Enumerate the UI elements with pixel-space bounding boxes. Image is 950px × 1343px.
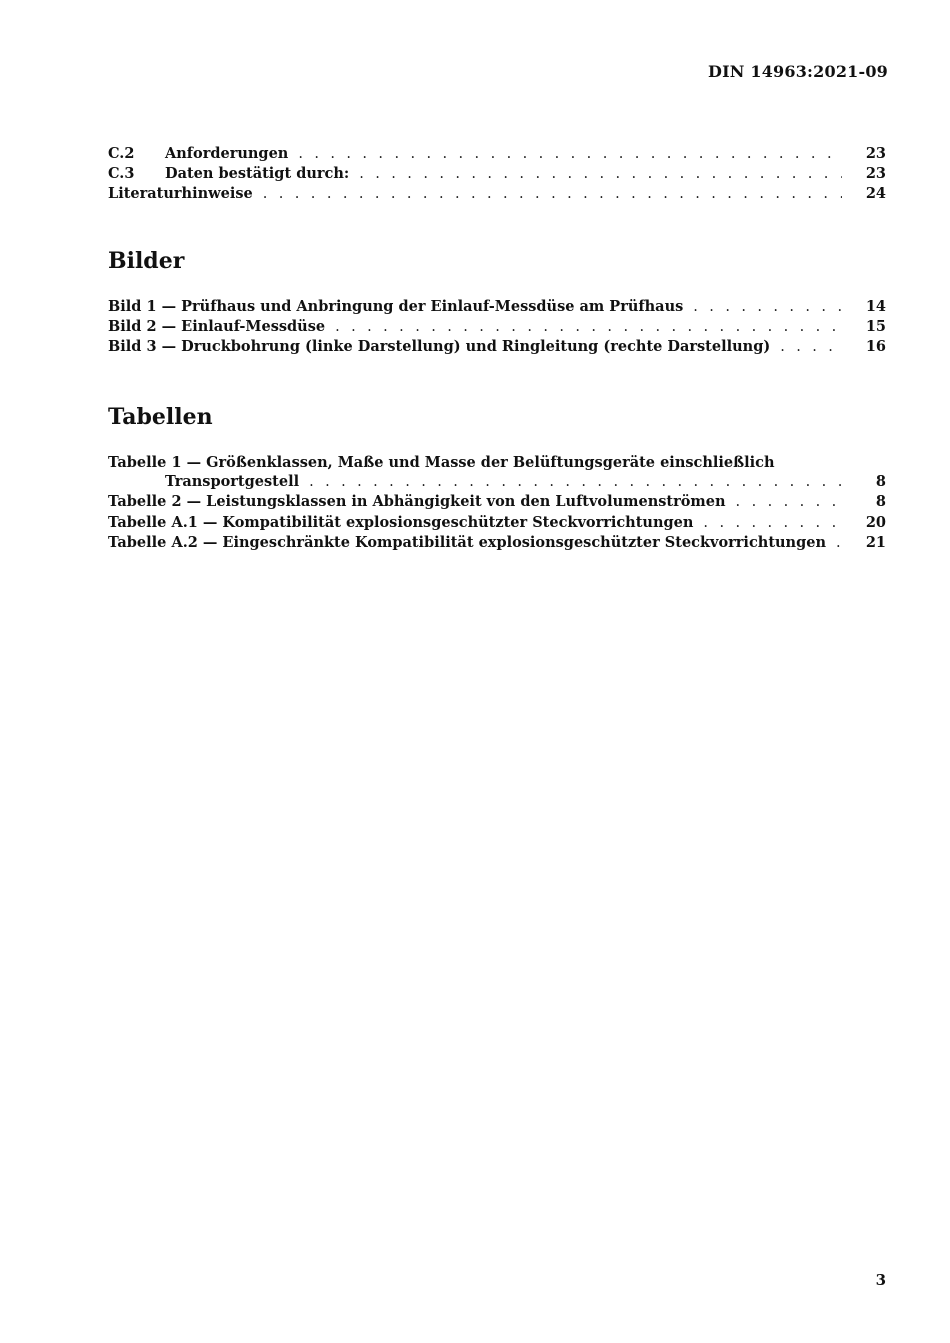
toc-entry-title: Anforderungen [165,145,289,162]
toc-entry-page: 23 [865,145,886,162]
page-number: 3 [875,1271,886,1289]
toc-entry[interactable] [108,164,886,184]
dot-leader [736,493,842,512]
section-heading-tabellen: Tabellen [108,404,213,430]
toc-entry-page: 23 [865,165,886,183]
figure-entry[interactable] [108,297,886,317]
figure-entry-title: Bild 2 — Einlauf-Messdüse [108,318,326,336]
dot-leader [309,473,842,492]
figures-list [108,297,886,358]
table-entry-page: 8 [875,493,886,511]
figure-entry-page: 15 [865,318,886,336]
tables-list [108,453,886,553]
dot-leader [298,145,842,164]
toc-entry-number: C.2 [108,145,135,162]
table-entry[interactable] [108,453,886,492]
figure-entry[interactable] [108,317,886,337]
toc-entry-title: Literaturhinweise [108,185,253,203]
table-entry-title-continuation: Transportgestell [165,473,300,491]
table-entry-page: 20 [865,513,886,531]
table-entry-title: Tabelle 1 — Größenklassen, Maße und Masse der Belüftungsgeräte einschließlich [108,454,775,471]
dot-leader [836,534,842,553]
figure-entry[interactable] [108,337,886,357]
dot-leader [693,298,842,317]
dot-leader [703,514,842,533]
table-entry-page: 21 [865,533,886,551]
figure-entry-page: 14 [865,298,886,315]
table-entry[interactable] [108,513,886,533]
dot-leader [335,318,842,337]
toc-entry-title: Daten bestätigt durch: [165,165,350,183]
toc-top-list [108,144,886,205]
figure-entry-title: Bild 1 — Prüfhaus und Anbringung der Einlauf-Messdüse am Prüfhaus [108,298,684,315]
toc-entry[interactable] [108,184,886,204]
document-code: DIN 14963:2021-09 [708,62,888,81]
toc-entry-number: C.3 [108,165,135,183]
table-entry-title: Tabelle A.2 — Eingeschränkte Kompatibilität explosionsgeschützter Steckvorrichtungen [108,533,827,551]
table-entry[interactable] [108,492,886,512]
toc-entry[interactable] [108,144,886,164]
dot-leader [780,338,842,357]
dot-leader [263,185,842,204]
section-heading-bilder: Bilder [108,248,185,274]
table-entry-title: Tabelle A.1 — Kompatibilität explosionsgeschützter Steckvorrichtungen [108,513,694,531]
table-entry[interactable] [108,533,886,553]
toc-entry-page: 24 [865,185,886,203]
table-entry-page: 8 [875,473,886,491]
dot-leader [359,165,842,184]
figure-entry-title: Bild 3 — Druckbohrung (linke Darstellung) und Ringleitung (rechte Darstellung) [108,338,771,356]
figure-entry-page: 16 [865,338,886,356]
table-entry-title: Tabelle 2 — Leistungsklassen in Abhängigkeit von den Luftvolumenströmen [108,493,726,511]
